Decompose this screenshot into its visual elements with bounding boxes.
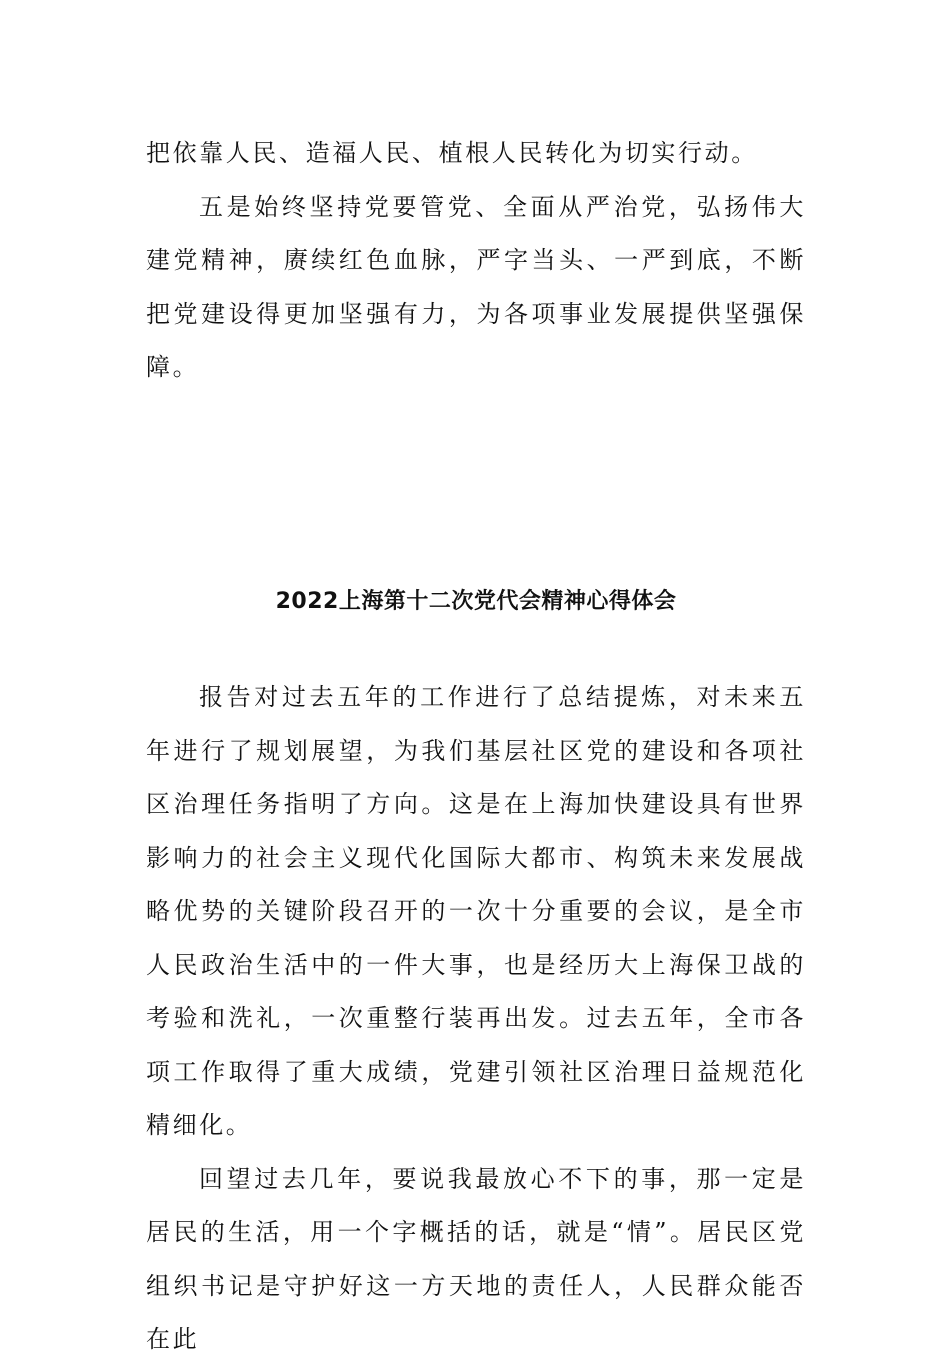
- continuation-line: 把依靠人民、造福人民、植根人民转化为切实行动。: [146, 139, 758, 167]
- continuation-section: [146, 127, 806, 395]
- article-body: [146, 671, 806, 1367]
- point-five-paragraph: 五是始终坚持党要管党、全面从严治党，弘扬伟大建党精神，赓续红色血脉，严字当头、一严到底，不断把党建设得更加坚强有力，为各项事业发展提供坚强保障。: [146, 192, 806, 381]
- body-paragraph-2: 回望过去几年，要说我最放心不下的事，那一定是居民的生活，用一个字概括的话，就是“情”。居民区党组织书记是守护好这一方天地的责任人，人民群众能否在此: [146, 1164, 806, 1353]
- article-title: 2022上海第十二次党代会精神心得体会: [275, 589, 677, 614]
- body-paragraph-1: 报告对过去五年的工作进行了总结提炼，对未来五年进行了规划展望，为我们基层社区党的建设和各项社区治理任务指明了方向。这是在上海加快建设具有世界影响力的社会主义现代化国际大都市、构筑未来发展战略优势的关键阶段召开的一次十分重要的会议，是全市人民政治生活中的一件大事，也是经历大上海保卫战的考验和洗礼，一次重整行装再出发。过去五年，全市各项工作取得了重大成绩，党建引领社区治理日益规范化精细化。: [146, 683, 806, 1139]
